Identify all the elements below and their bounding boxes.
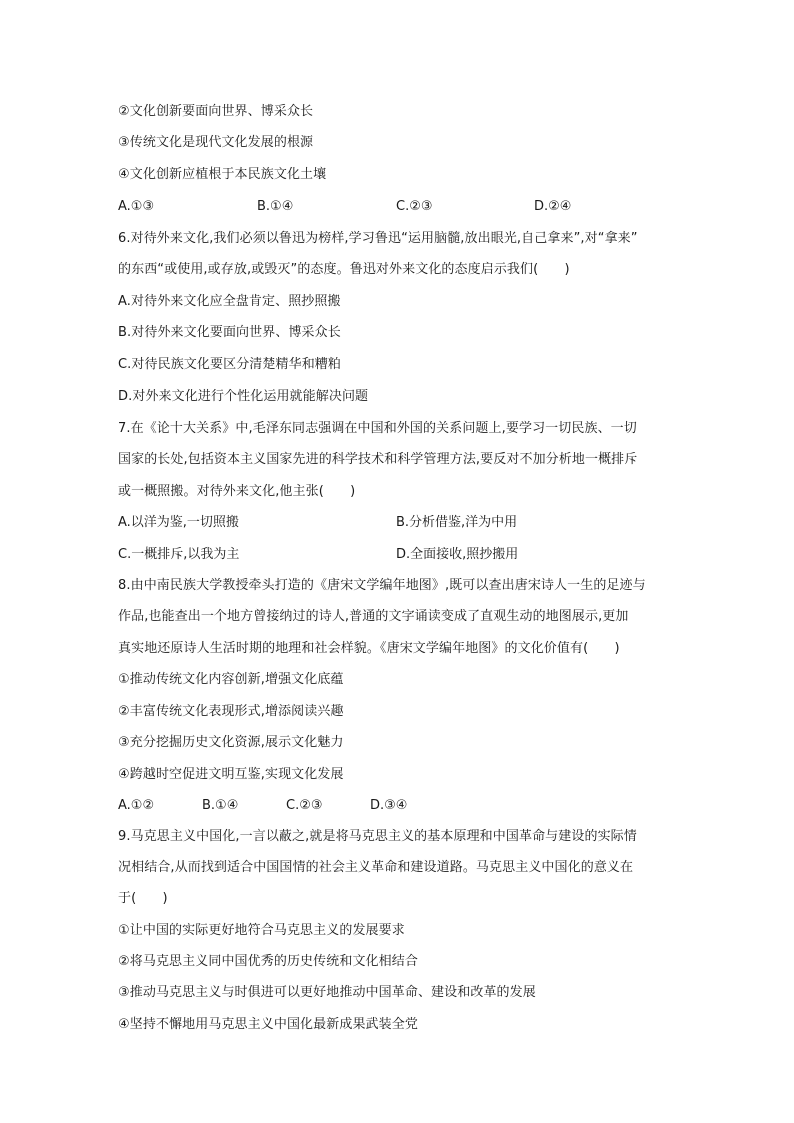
q9-stem-line-3: 于( ) xyxy=(118,891,168,906)
q6-option-c: C.对待民族文化要区分清楚精华和糟粕 xyxy=(118,357,342,372)
q8-statement-2: ②丰富传统文化表现形式,增添阅读兴趣 xyxy=(118,704,344,719)
q8-option-a: A.①② xyxy=(118,798,155,813)
q6-stem-line-2: 的东西“或使用,或存放,或毁灭”的态度。鲁迅对外来文化的态度启示我们( ) xyxy=(118,262,570,277)
q5-statement-3: ③传统文化是现代文化发展的根源 xyxy=(118,135,314,150)
q9-stem-line-2: 况相结合,从而找到适合中国国情的社会主义革命和建设道路。马克思主义中国化的意义在 xyxy=(118,860,634,875)
q6-option-a: A.对待外来文化应全盘肯定、照抄照搬 xyxy=(118,294,341,309)
q5-option-c: C.②③ xyxy=(396,199,433,214)
q9-statement-1: ①让中国的实际更好地符合马克思主义的发展要求 xyxy=(118,923,405,938)
q8-option-b: B.①④ xyxy=(202,798,239,813)
q8-stem-line-2: 作品,也能查出一个地方曾接纳过的诗人,普通的文字诵读变成了直观生动的地图展示,更加 xyxy=(118,609,629,624)
q6-option-d: D.对外来文化进行个性化运用就能解决问题 xyxy=(118,389,369,404)
q6-stem-line-1: 6.对待外来文化,我们必须以鲁迅为榜样,学习鲁迅“运用脑髓,放出眼光,自己拿来”,对“拿来” xyxy=(118,231,638,246)
q6-option-b: B.对待外来文化要面向世界、博采众长 xyxy=(118,325,341,340)
q7-option-c: C.一概排斥,以我为主 xyxy=(118,547,240,562)
q8-option-d: D.③④ xyxy=(370,798,408,813)
q7-option-d: D.全面接收,照抄搬用 xyxy=(396,547,519,562)
q5-statement-2: ②文化创新要面向世界、博采众长 xyxy=(118,104,314,119)
q5-statement-4: ④文化创新应植根于本民族文化土壤 xyxy=(118,167,327,182)
q7-option-b: B.分析借鉴,洋为中用 xyxy=(396,515,518,530)
q7-option-a: A.以洋为鉴,一切照搬 xyxy=(118,515,239,530)
q7-stem-line-1: 7.在《论十大关系》中,毛泽东同志强调在中国和外国的关系问题上,要学习一切民族、一切 xyxy=(118,421,637,436)
q5-option-d: D.②④ xyxy=(534,199,572,214)
q9-statement-3: ③推动马克思主义与时俱进可以更好地推动中国革命、建设和改革的发展 xyxy=(118,985,536,1000)
q9-stem-line-1: 9.马克思主义中国化,一言以蔽之,就是将马克思主义的基本原理和中国革命与建设的实际情 xyxy=(118,829,637,844)
q7-stem-line-3: 或一概照搬。对待外来文化,他主张( ) xyxy=(118,484,356,499)
q8-statement-3: ③充分挖掘历史文化资源,展示文化魅力 xyxy=(118,735,344,750)
q9-statement-4: ④坚持不懈地用马克思主义中国化最新成果武装全党 xyxy=(118,1017,418,1032)
q8-statement-1: ①推动传统文化内容创新,增强文化底蕴 xyxy=(118,672,344,687)
q5-option-b: B.①④ xyxy=(257,199,294,214)
q7-stem-line-2: 国家的长处,包括资本主义国家先进的科学技术和科学管理方法,要反对不加分析地一概排斥 xyxy=(118,452,638,467)
q8-stem-line-1: 8.由中南民族大学教授牵头打造的《唐宋文学编年地图》,既可以查出唐宋诗人一生的足迹与 xyxy=(118,578,646,593)
q9-statement-2: ②将马克思主义同中国优秀的历史传统和文化相结合 xyxy=(118,954,418,969)
q8-option-c: C.②③ xyxy=(286,798,323,813)
q8-stem-line-3: 真实地还原诗人生活时期的地理和社会样貌。《唐宋文学编年地图》的文化价值有( ) xyxy=(118,641,620,656)
q5-option-a: A.①③ xyxy=(118,199,155,214)
q8-statement-4: ④跨越时空促进文明互鉴,实现文化发展 xyxy=(118,767,344,782)
